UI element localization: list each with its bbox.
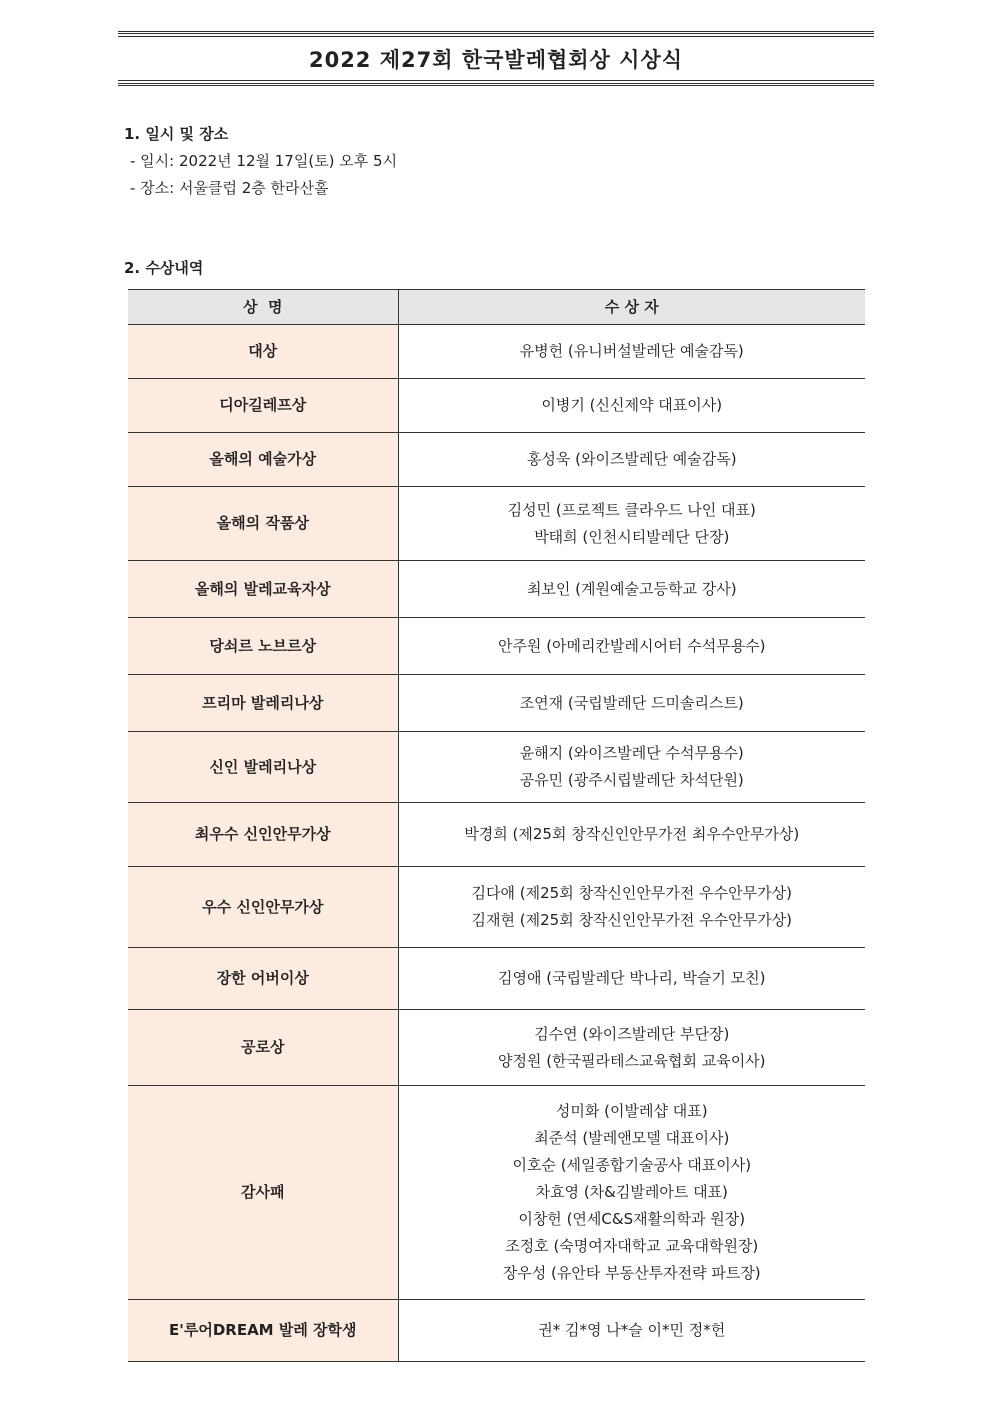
award-name: 최우수 신인안무가상 (128, 803, 398, 867)
recipient-cell (398, 325, 865, 379)
award-name: 감사패 (128, 1086, 398, 1300)
section-1-heading: 1. 일시 및 장소 (124, 125, 229, 143)
recipient-cell (398, 948, 865, 1010)
header-recipient: 수 상 자 (398, 290, 865, 325)
table-row (128, 379, 865, 433)
recipient-line: 이병기 (신신제약 대표이사) (541, 396, 723, 414)
recipient-cell (398, 1300, 865, 1362)
recipient-line: 최준석 (발레앤모델 대표이사) (534, 1129, 730, 1147)
recipient-line: 차효영 (차&김발레아트 대표) (535, 1183, 728, 1201)
recipient-line: 조정호 (숙명여자대학교 교육대학원장) (505, 1237, 759, 1255)
recipient-cell (398, 1086, 865, 1300)
recipient-cell (398, 732, 865, 803)
recipient-cell (398, 433, 865, 487)
recipient-line: 김재현 (제25회 창작신인안무가전 우수안무가상) (471, 911, 792, 929)
table-row (128, 1300, 865, 1362)
place-line: - 장소: 서울클럽 2층 한라산홀 (130, 179, 329, 197)
section-2-heading: 2. 수상내역 (124, 259, 204, 277)
table-row (128, 325, 865, 379)
recipient-line: 성미화 (이발레샵 대표) (555, 1102, 708, 1120)
table-row (128, 433, 865, 487)
award-name: 신인 발레리나상 (128, 732, 398, 803)
recipient-line: 김성민 (프로젝트 클라우드 나인 대표) (507, 500, 756, 519)
recipient-cell (398, 1010, 865, 1086)
recipient-line: 이창헌 (연세C&S재활의학과 원장) (518, 1210, 746, 1228)
recipient-line: 공유민 (광주시립발레단 차석단원) (519, 771, 744, 789)
recipient-line: 김수연 (와이즈발레단 부단장) (534, 1024, 730, 1043)
recipient-line: 양정원 (한국필라테스교육협회 교육이사) (497, 1051, 766, 1070)
recipient-cell (398, 618, 865, 675)
recipient-line: 이호순 (세일종합기술공사 대표이사) (512, 1156, 752, 1174)
recipient-cell (398, 561, 865, 618)
table-row (128, 1010, 865, 1086)
table-row (128, 867, 865, 948)
recipient-line: 권* 김*영 나*슬 이*민 정*헌 (538, 1321, 726, 1339)
table-row (128, 732, 865, 803)
table-row (128, 618, 865, 675)
table-header-row (128, 290, 865, 325)
recipient-line: 김다애 (제25회 창작신인안무가전 우수안무가상) (471, 884, 792, 902)
recipient-line: 조연재 (국립발레단 드미솔리스트) (519, 693, 744, 712)
recipient-line: 장우성 (유안타 부동산투자전략 파트장) (502, 1264, 761, 1282)
recipient-cell (398, 867, 865, 948)
recipient-line: 유병헌 (유니버설발레단 예술감독) (519, 342, 744, 360)
table-row (128, 1086, 865, 1300)
award-name: 디아길레프상 (128, 379, 398, 433)
award-name: 올해의 예술가상 (128, 433, 398, 487)
date-line: - 일시: 2022년 12월 17일(토) 오후 5시 (130, 152, 398, 170)
recipient-cell (398, 803, 865, 867)
recipient-line: 박태희 (인천시티발레단 단장) (534, 527, 730, 546)
table-row (128, 803, 865, 867)
award-name: 우수 신인안무가상 (128, 867, 398, 948)
recipient-line: 김영애 (국립발레단 박나리, 박슬기 모친) (498, 969, 766, 987)
recipient-line: 홍성욱 (와이즈발레단 예술감독) (526, 450, 737, 468)
award-name: 프리마 발레리나상 (128, 675, 398, 732)
award-name: E'루어DREAM 발레 장학생 (128, 1300, 398, 1362)
table-row (128, 675, 865, 732)
award-name: 대상 (128, 325, 398, 379)
header-award: 상 명 (128, 290, 398, 325)
page-title: 2022 제27회 한국발레협회상 시상식 (308, 47, 684, 72)
awards-table (128, 289, 865, 1362)
award-name: 올해의 발레교육자상 (128, 561, 398, 618)
recipient-cell (398, 675, 865, 732)
recipient-line: 박경희 (제25회 창작신인안무가전 최우수안무가상) (464, 825, 800, 843)
recipient-cell (398, 379, 865, 433)
recipient-line: 윤해지 (와이즈발레단 수석무용수) (519, 744, 744, 762)
table-row (128, 948, 865, 1010)
recipient-cell (398, 487, 865, 561)
table-row (128, 561, 865, 618)
recipient-line: 안주원 (아메리칸발레시어터 수석무용수) (497, 636, 766, 655)
award-name: 공로상 (128, 1010, 398, 1086)
title-box (118, 31, 874, 86)
recipient-line: 최보인 (계원예술고등학교 강사) (526, 579, 737, 598)
award-name: 당쇠르 노브르상 (128, 618, 398, 675)
table-row (128, 487, 865, 561)
award-name: 올해의 작품상 (128, 487, 398, 561)
award-name: 장한 어버이상 (128, 948, 398, 1010)
